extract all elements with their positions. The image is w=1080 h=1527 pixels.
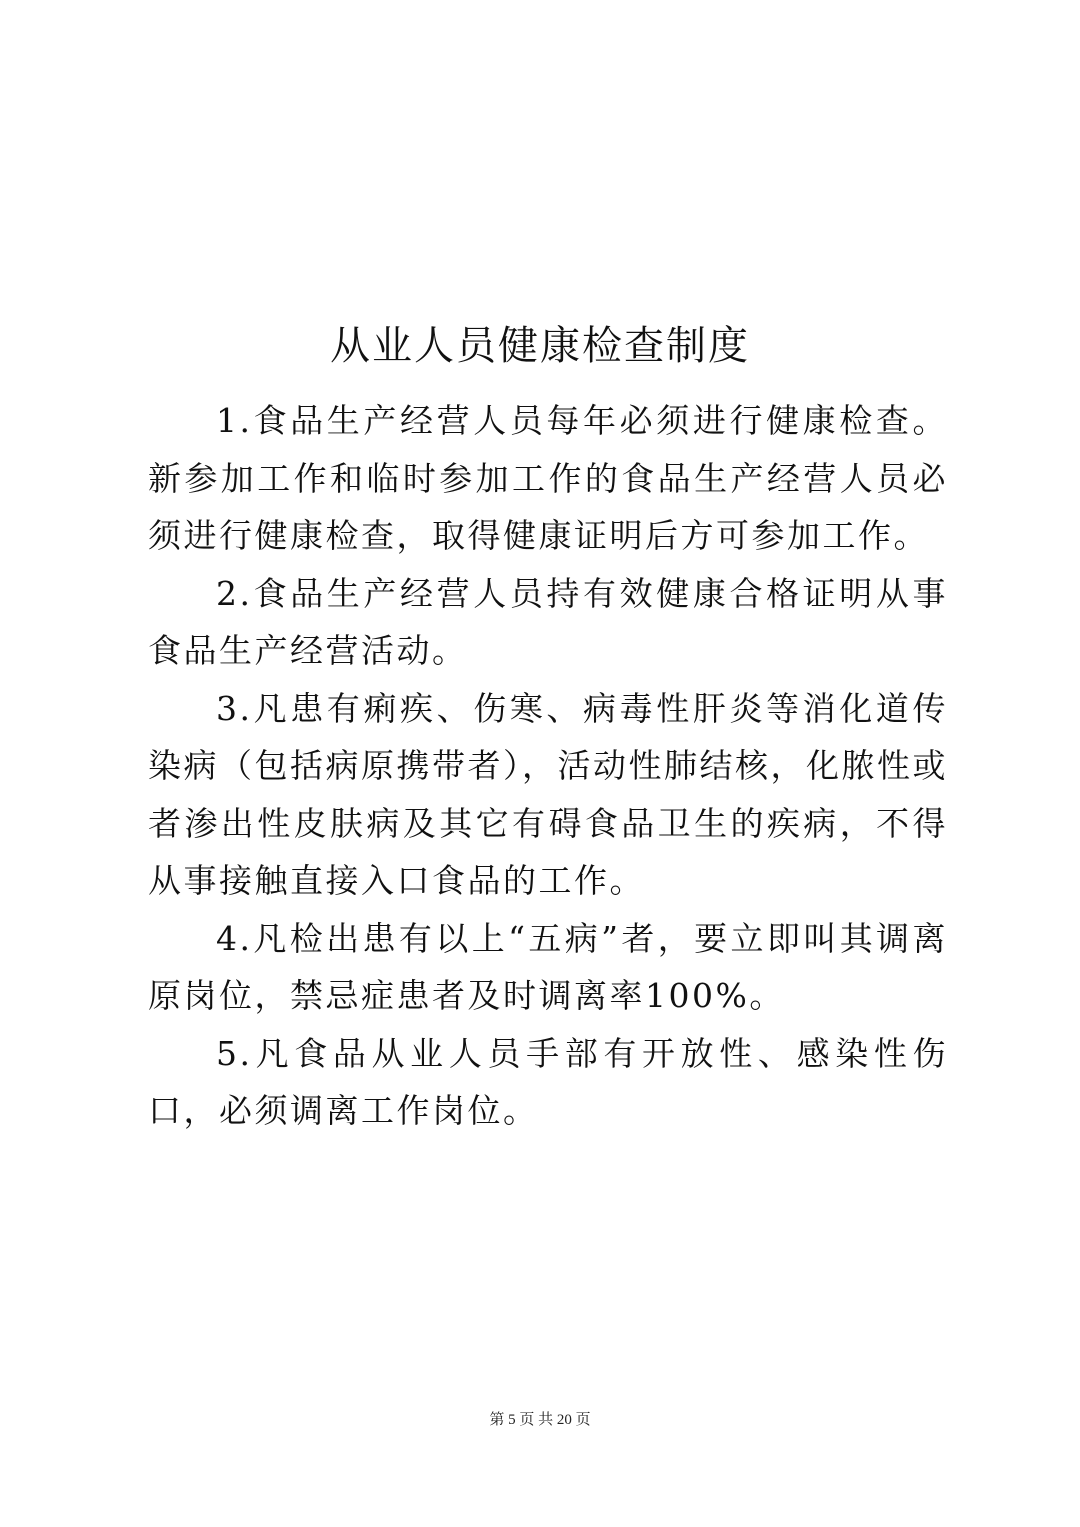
document-body (148, 392, 948, 1140)
page-title: 从业人员健康检查制度 (330, 323, 750, 369)
paragraph-3: 3.凡患有痢疾、伤寒、病毒性肝炎等消化道传染病（包括病原携带者），活动性肺结核，化脓性或者渗出性皮肤病及其它有碍食品卫生的疾病，不得从事接触直接入口食品的工作。 (148, 688, 948, 900)
paragraph-4: 4.凡检出患有以上“五病”者，要立即叫其调离原岗位，禁忌症患者及时调离率100%。 (148, 918, 948, 1015)
paragraph-1: 1.食品生产经营人员每年必须进行健康检查。新参加工作和临时参加工作的食品生产经营人员必须进行健康检查，取得健康证明后方可参加工作。 (148, 401, 948, 555)
page-number-footer: 第 5 页 共 20 页 (489, 1412, 591, 1428)
paragraph-5: 5.凡食品从业人员手部有开放性、感染性伤口，必须调离工作岗位。 (148, 1033, 948, 1130)
paragraph-2: 2.食品生产经营人员持有效健康合格证明从事食品生产经营活动。 (148, 573, 948, 670)
